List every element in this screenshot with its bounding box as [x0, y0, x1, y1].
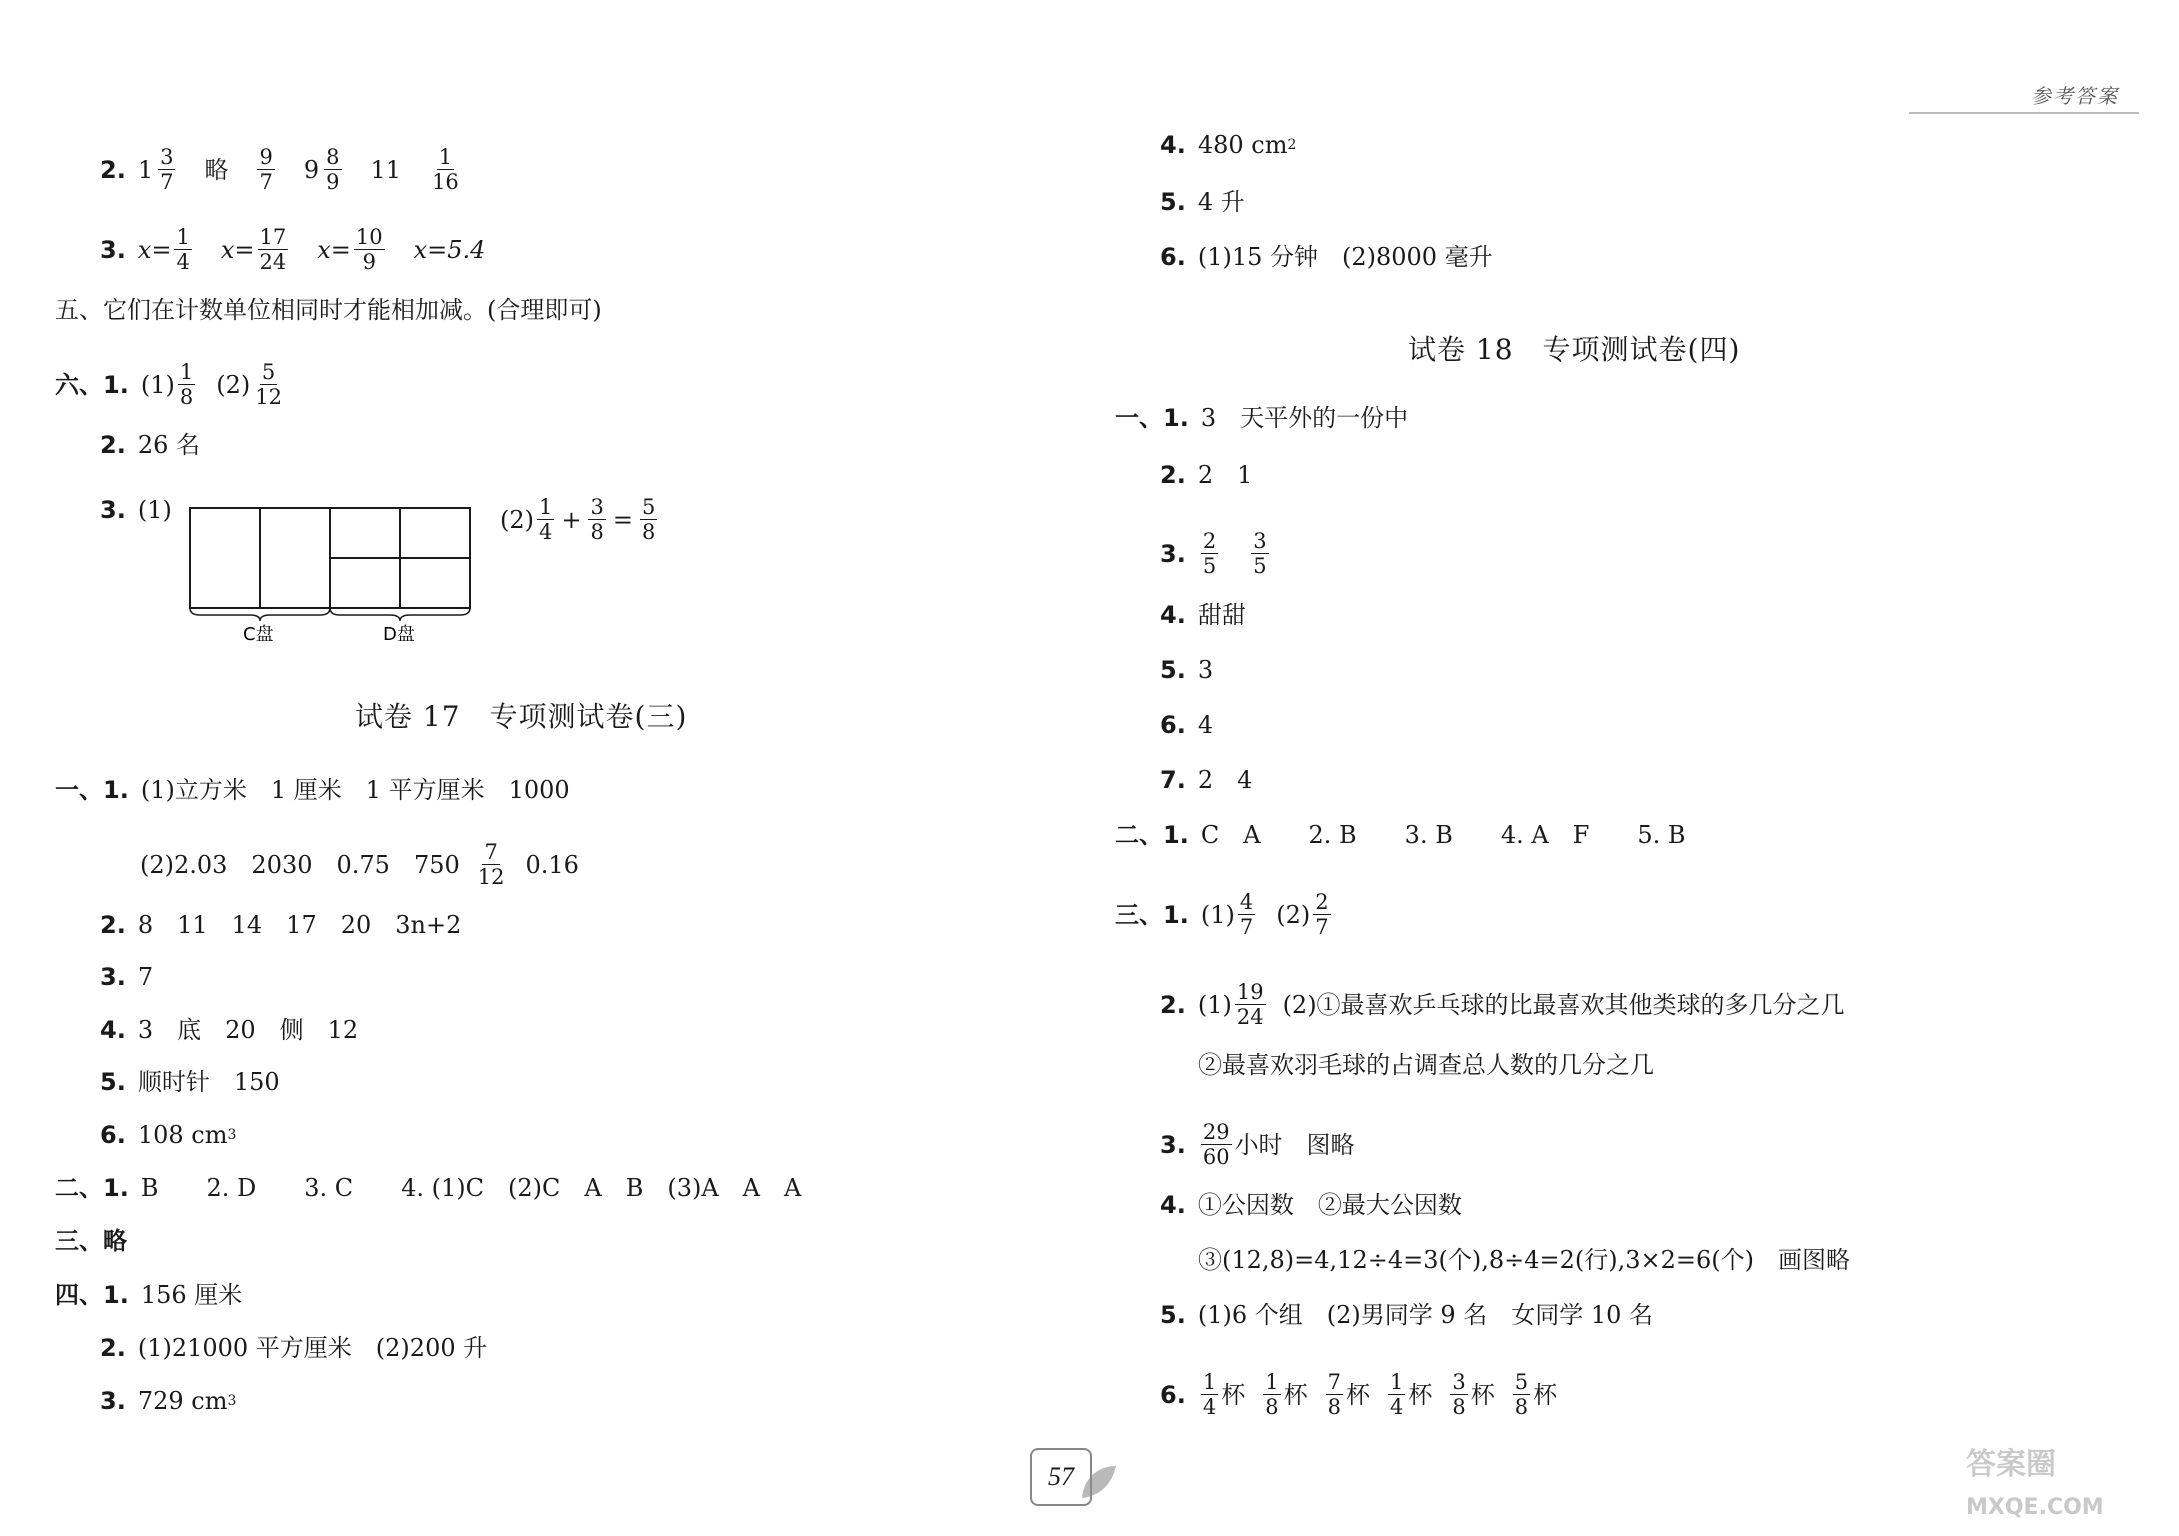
answer-text: 108 cm	[137, 1121, 228, 1149]
answer-text: (2)①最喜欢乒乓球的比最喜欢其他类球的多几分之几	[1282, 990, 1845, 1019]
answer-text: x=	[220, 235, 255, 264]
item-number: 3.	[1160, 1130, 1186, 1159]
item-number: 2.	[100, 1334, 126, 1362]
item-number: 4.	[1160, 1191, 1186, 1219]
watermark-text: 答案圈	[1966, 1447, 2056, 1482]
section-title: 试卷 17 专项测试卷(三)	[355, 700, 688, 733]
answer-text: 11	[370, 155, 402, 184]
answer-line	[1160, 187, 1245, 217]
item-number: 四、1.	[55, 1281, 129, 1309]
answer-line	[100, 910, 461, 940]
answer-line	[1160, 1190, 1462, 1220]
answer-text: (1)立方米 1 厘米 1 平方厘米 1000	[140, 776, 570, 804]
answer-text: 8 11 14 17 20 3n+2	[137, 911, 462, 939]
item-number: 二、1.	[1115, 821, 1189, 849]
item-number: 2.	[100, 155, 126, 184]
superscript: 3	[227, 1127, 237, 1143]
answer-line	[1160, 130, 1296, 160]
answer-line	[100, 1120, 236, 1150]
answer-text: 三、略	[55, 1227, 127, 1255]
item-number: 一、1.	[1115, 404, 1189, 432]
item-number: 三、1.	[1115, 900, 1189, 929]
right-page	[1090, 0, 2179, 1536]
answer-line	[1160, 710, 1213, 740]
answer-line	[55, 360, 287, 409]
item-number: 4.	[1160, 601, 1186, 629]
disk-diagram	[185, 505, 485, 645]
answer-text: (2)	[500, 505, 534, 534]
item-number: 2.	[1160, 990, 1186, 1019]
fraction: $\frac{1}{4}$	[539, 495, 553, 544]
answer-text: 156 厘米	[140, 1281, 243, 1309]
answer-text: (2)	[1276, 900, 1311, 929]
unit-label: 杯	[1470, 1380, 1495, 1409]
answer-line	[1160, 600, 1246, 630]
item-number: 六、1.	[55, 370, 129, 399]
answer-text: 3	[1197, 656, 1214, 684]
answer-line	[1160, 655, 1213, 685]
answer-line	[55, 1280, 242, 1310]
answer-text: x=	[317, 235, 351, 264]
page-number: 57	[1030, 1448, 1092, 1506]
item-number: 2.	[100, 911, 126, 939]
answer-text: 小时 图略	[1234, 1130, 1355, 1159]
answer-line	[100, 1333, 487, 1363]
answer-text: x=5.4	[413, 235, 486, 264]
answer-line	[1160, 1120, 1355, 1169]
answer-text: ③(12,8)=4,12÷4=3(个),8÷4=2(行),3×2=6(个) 画图略	[1198, 1246, 1850, 1274]
section-title: 试卷 18 专项测试卷(四)	[1408, 333, 1741, 366]
answer-text: (1)	[137, 496, 172, 524]
item-number: 3.	[100, 1387, 126, 1415]
fraction: $\frac{8}{9}$	[326, 145, 340, 194]
answer-line	[100, 1015, 358, 1045]
fraction: $\frac{5}{8}$	[641, 495, 656, 544]
item-number: 一、1.	[55, 776, 129, 804]
answer-text: 甜甜	[1197, 601, 1246, 629]
unit-label: 杯	[1533, 1380, 1558, 1409]
answer-line	[1198, 1050, 1654, 1080]
answer-line	[1160, 765, 1252, 795]
item-number: 5.	[100, 1068, 126, 1096]
item-number: 二、1.	[55, 1174, 129, 1202]
answer-line	[1160, 1370, 1557, 1419]
answer-line	[55, 1226, 127, 1256]
fraction: $\frac{2}{5}$	[1202, 529, 1217, 578]
answer-line	[100, 1067, 280, 1097]
label-d-disk: D盘	[383, 624, 415, 645]
answer-line	[55, 295, 602, 325]
fraction: $\frac{17}{24}$	[259, 225, 287, 274]
answer-line	[1115, 820, 1686, 850]
operator: =	[612, 505, 633, 534]
answer-text: 顺时针 150	[137, 1068, 280, 1096]
answer-line	[100, 962, 153, 992]
answer-text: 729 cm	[137, 1387, 228, 1415]
label-c-disk: C盘	[243, 624, 274, 645]
answer-text: 2 4	[1197, 766, 1253, 794]
item-number: 6.	[1160, 711, 1186, 739]
answer-line	[1160, 529, 1272, 578]
answer-text: (2)2.03 2030 0.75 750	[140, 850, 460, 879]
answer-line	[100, 225, 485, 274]
answer-line	[500, 495, 660, 544]
fraction: $\frac{3}{8}$	[590, 495, 604, 544]
answer-text: 480 cm	[1197, 131, 1288, 159]
answer-text: (1)21000 平方厘米 (2)200 升	[137, 1334, 488, 1362]
answer-text: 4	[1197, 711, 1214, 739]
answer-text: 0.16	[525, 850, 579, 879]
fraction: $\frac{4}{7}$	[1239, 890, 1254, 939]
answer-line	[100, 145, 464, 194]
mixed-int: 1	[137, 155, 154, 184]
answer-text: (1)	[1197, 990, 1232, 1019]
item-number: 3.	[100, 496, 126, 524]
answer-text: C A 2. B 3. B 4. A F 5. B	[1200, 821, 1686, 849]
item-number: 3.	[100, 235, 126, 264]
item-number: 3.	[1160, 539, 1186, 568]
fraction: $\frac{1}{8}$	[179, 360, 194, 409]
answer-line	[1160, 980, 1845, 1029]
answer-line	[100, 495, 172, 525]
answer-text: 4 升	[1197, 188, 1245, 216]
unit-label: 杯	[1221, 1380, 1246, 1409]
answer-line	[1115, 890, 1334, 939]
item-number: 6.	[100, 1121, 126, 1149]
item-number: 2.	[100, 431, 126, 459]
answer-text: 2 1	[1197, 461, 1253, 489]
answer-line	[1115, 403, 1408, 433]
fraction: $\frac{2}{7}$	[1315, 890, 1329, 939]
answer-line	[55, 1173, 801, 1203]
fraction: $\frac{3}{5}$	[1253, 529, 1267, 578]
answer-text: x=	[137, 235, 172, 264]
item-number: 6.	[1160, 243, 1186, 271]
answer-line	[140, 840, 579, 889]
answer-text: ②最喜欢羽毛球的占调查总人数的几分之几	[1198, 1051, 1654, 1079]
item-number: 5.	[1160, 656, 1186, 684]
unit-label: 杯	[1408, 1380, 1433, 1409]
fraction: $\frac{9}{7}$	[259, 145, 273, 194]
answer-text: 7	[137, 963, 154, 991]
watermark-url: MXQE.COM	[1966, 1495, 2104, 1520]
answer-line	[1160, 1300, 1653, 1330]
watermark-logo	[1961, 1436, 2161, 1526]
fraction: $\frac{1}{4}$	[1389, 1370, 1404, 1419]
answer-line	[1160, 242, 1493, 272]
superscript: 3	[227, 1393, 237, 1409]
unit-label: 杯	[1345, 1380, 1370, 1409]
fraction: $\frac{1}{8}$	[1265, 1370, 1279, 1419]
answer-text: 略	[204, 155, 229, 184]
answer-line	[55, 775, 570, 805]
answer-text: (1)	[1200, 900, 1235, 929]
fraction: $\frac{19}{24}$	[1236, 980, 1264, 1029]
fraction: $\frac{3}{8}$	[1452, 1370, 1466, 1419]
fraction: $\frac{1}{4}$	[176, 225, 190, 274]
item-number: 2.	[1160, 461, 1186, 489]
fraction: $\frac{7}{12}$	[477, 840, 505, 889]
unit-label: 杯	[1283, 1380, 1308, 1409]
page-header-tag: 参考答案	[2031, 86, 2119, 108]
answer-text: 3 底 20 侧 12	[137, 1016, 359, 1044]
item-number: 6.	[1160, 1380, 1186, 1409]
answer-text: B 2. D 3. C 4. (1)C (2)C A B (3)A A A	[140, 1174, 802, 1202]
answer-line	[1160, 460, 1252, 490]
item-number: 4.	[1160, 131, 1186, 159]
item-number: 5.	[1160, 1301, 1186, 1329]
item-number: 7.	[1160, 766, 1186, 794]
fraction: $\frac{29}{60}$	[1202, 1120, 1230, 1169]
operator: +	[561, 505, 582, 534]
fraction: $\frac{7}{8}$	[1327, 1370, 1341, 1419]
answer-text: (2)	[216, 370, 251, 399]
fraction: $\frac{5}{8}$	[1514, 1370, 1529, 1419]
answer-text: 26 名	[137, 431, 200, 459]
answer-text: 五、它们在计数单位相同时才能相加减。(合理即可)	[55, 296, 602, 324]
fraction: $\frac{3}{7}$	[160, 145, 174, 194]
brace-d	[330, 608, 470, 621]
fraction: $\frac{10}{9}$	[355, 225, 383, 274]
fraction: $\frac{1}{16}$	[432, 145, 459, 194]
brace-c	[190, 608, 330, 621]
answer-text: 3 天平外的一份中	[1200, 404, 1409, 432]
fraction: $\frac{5}{12}$	[255, 360, 282, 409]
answer-line	[1198, 1245, 1850, 1275]
fraction: $\frac{1}{4}$	[1202, 1370, 1217, 1419]
item-number: 4.	[100, 1016, 126, 1044]
leaf-ornament-icon	[1078, 1462, 1118, 1502]
answer-line	[100, 1386, 236, 1416]
answer-text: (1)	[140, 370, 175, 399]
answer-text: (1)15 分钟 (2)8000 毫升	[1197, 243, 1493, 271]
superscript: 2	[1287, 137, 1297, 153]
answer-line	[100, 430, 200, 460]
answer-text: ①公因数 ②最大公因数	[1197, 1191, 1462, 1219]
answer-text: (1)6 个组 (2)男同学 9 名 女同学 10 名	[1197, 1301, 1654, 1329]
item-number: 5.	[1160, 188, 1186, 216]
item-number: 3.	[100, 963, 126, 991]
mixed-int: 9	[303, 155, 320, 184]
